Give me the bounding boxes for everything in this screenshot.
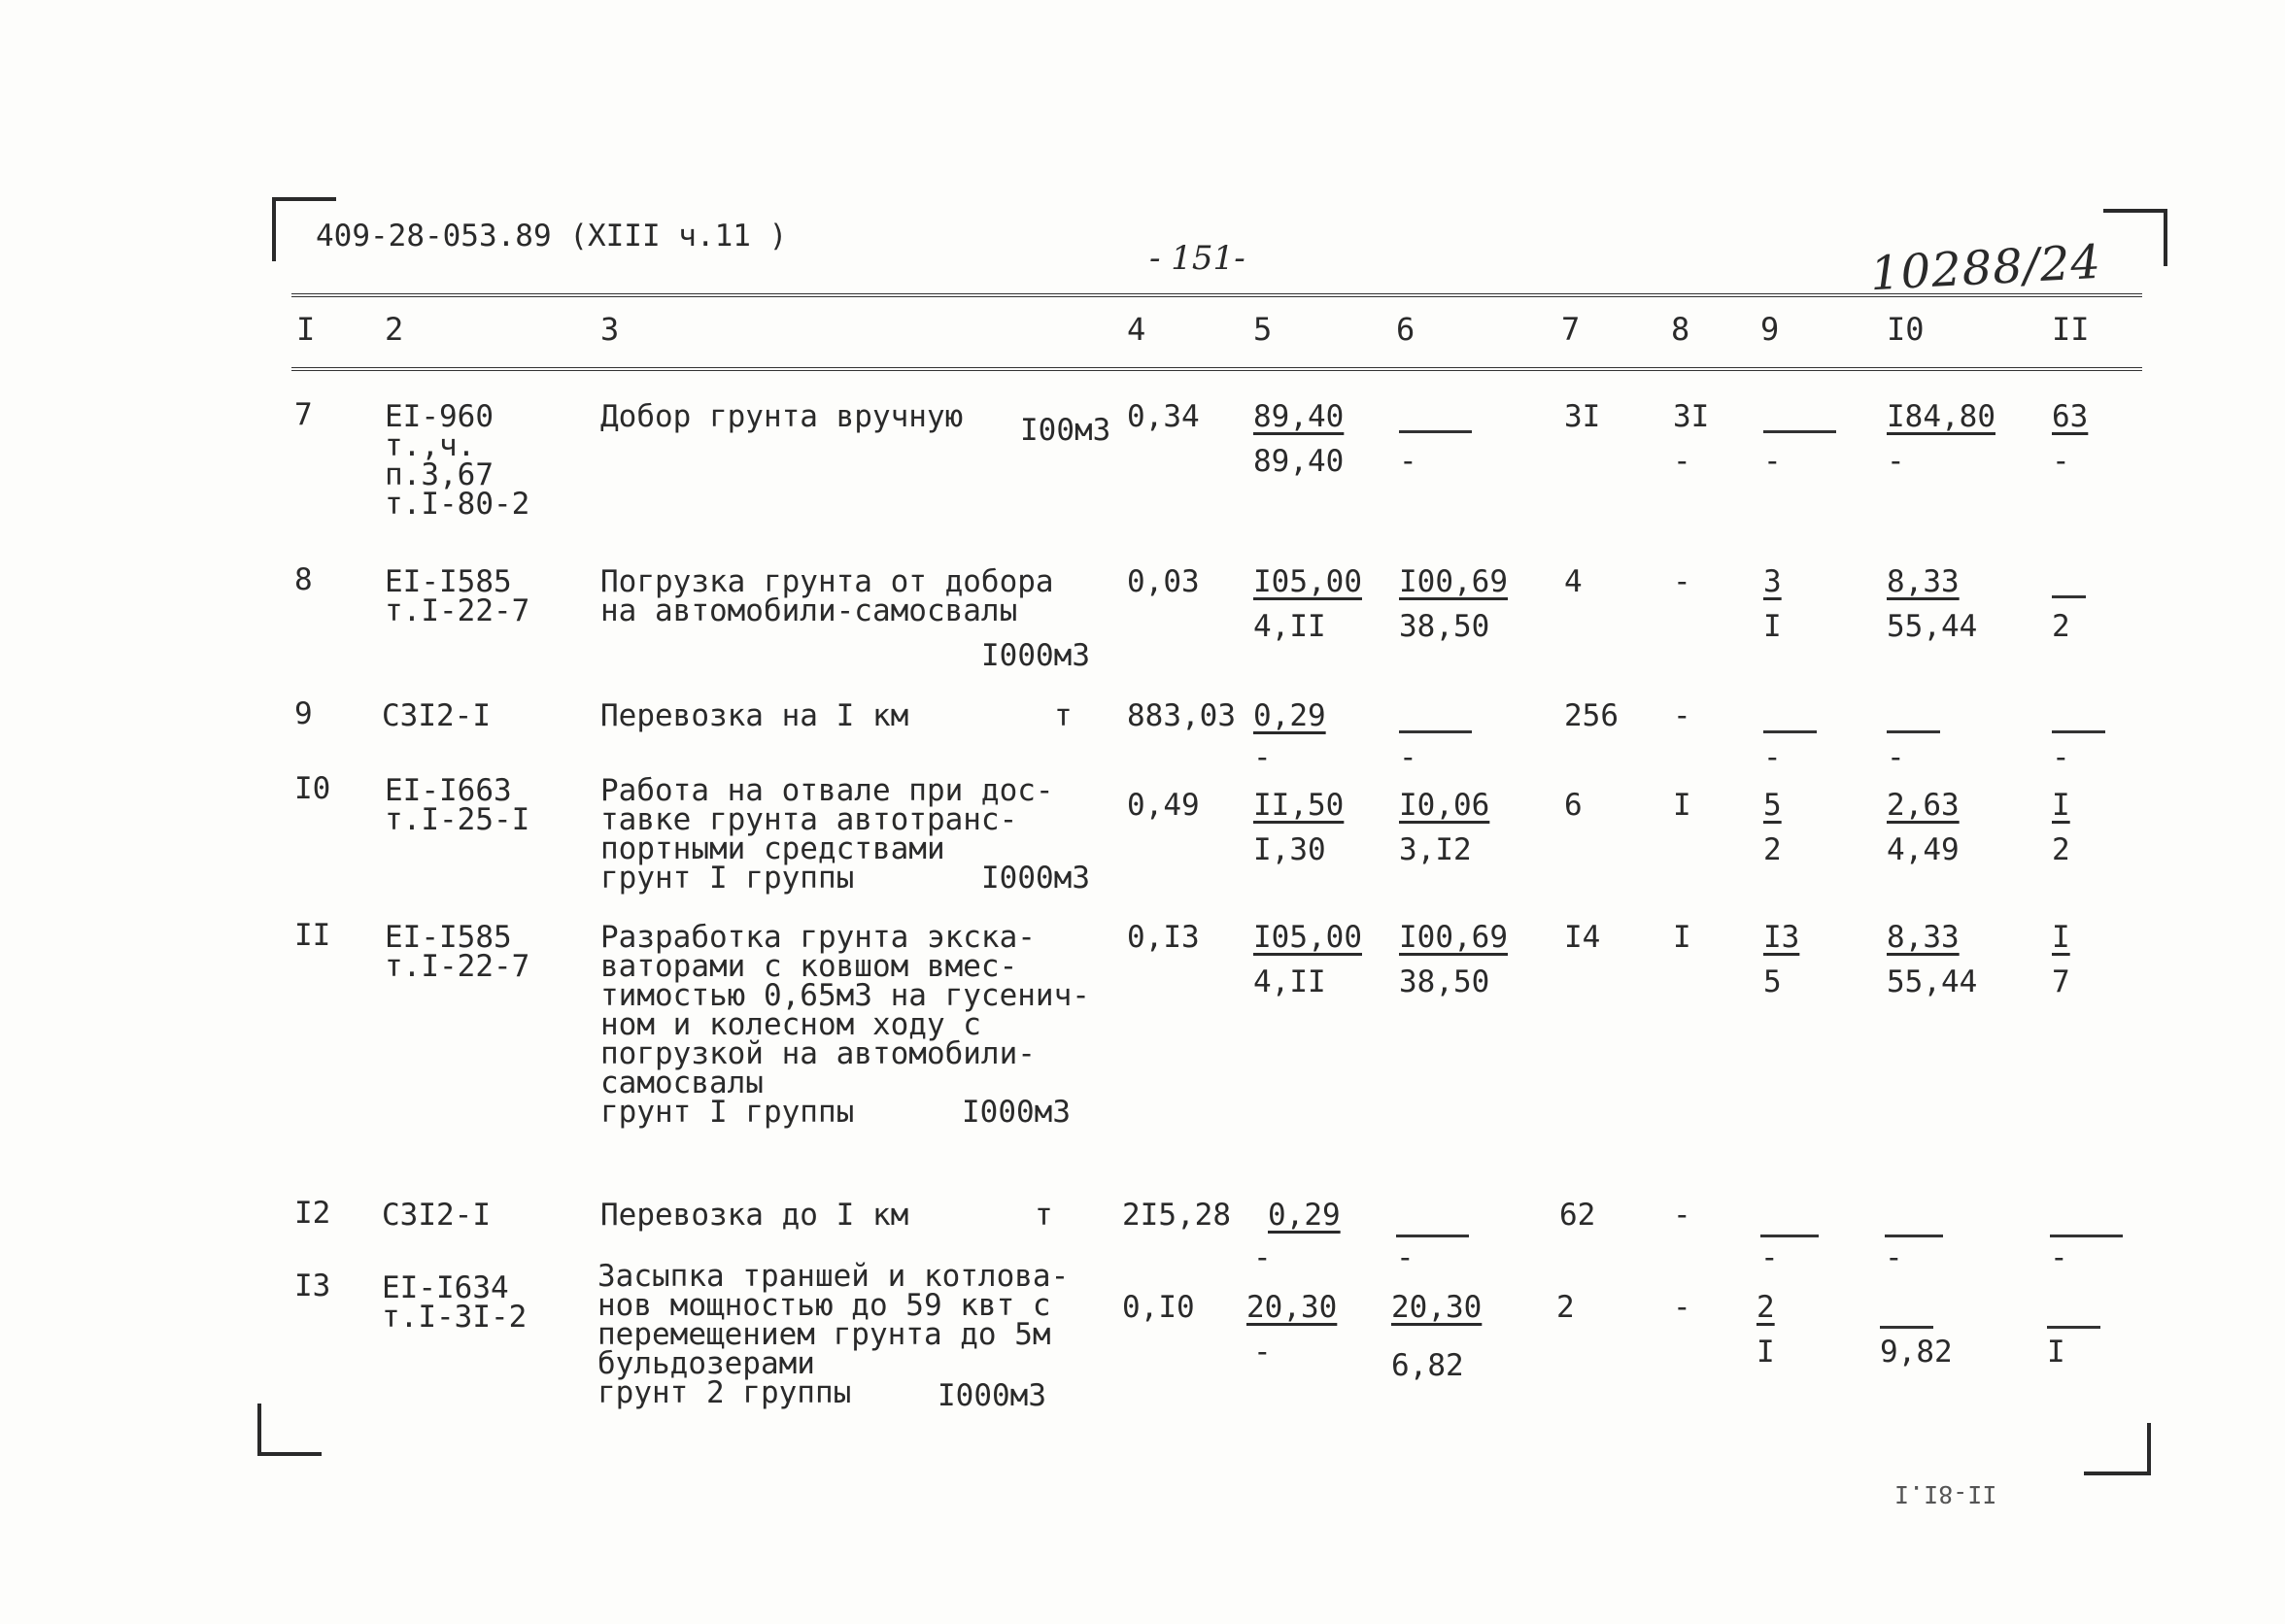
row-9-col6-rule [1399,730,1472,733]
row-8-col11-rule [2052,595,2086,598]
row-9-col6-bot: - [1399,740,1417,775]
row-11-qty: 0,I3 [1127,920,1200,955]
row-13-col10-rule [1880,1326,1933,1329]
row-11-col8-top: I [1673,920,1691,955]
row-12-col10-rule [1885,1235,1943,1237]
col-header-7: 7 [1561,311,1581,348]
row-8-col5-bot: 4,II [1253,609,1326,644]
row-10-col10-bot: 4,49 [1887,832,1960,867]
row-13-col5-top: 20,30 [1246,1290,1338,1325]
row-13-col7: 2 [1556,1290,1575,1325]
col-header-5: 5 [1253,311,1273,348]
row-7-col5-bot: 89,40 [1253,444,1345,479]
row-13-qty: 0,I0 [1122,1290,1195,1325]
row-9-col7: 256 [1564,698,1619,733]
row-9-col10-bot: - [1887,740,1905,775]
row-7-col8-bot: - [1673,444,1691,479]
row-12-col9-bot: - [1760,1240,1779,1275]
row-13-code: EI-I634 т.I-3I-2 [382,1270,528,1335]
corner-bracket-top-right [2103,209,2167,266]
row-8-col6-bot: 38,50 [1399,609,1490,644]
row-7-num: 7 [294,397,313,432]
row-7-col9-rule [1763,430,1836,433]
row-11-col6-bot: 38,50 [1399,964,1490,999]
row-10-col9-top: 5 [1763,788,1782,823]
row-8-code: EI-I585 т.I-22-7 [385,564,530,628]
row-12-col5-top: 0,29 [1268,1198,1341,1233]
page-number: - 151- [1149,239,1245,278]
row-11-col9-top: I3 [1763,920,1800,955]
row-9-code: C3I2-I [382,698,491,733]
row-7-col5-top: 89,40 [1253,399,1345,434]
row-10-col6-bot: 3,I2 [1399,832,1472,867]
row-10-qty: 0,49 [1127,788,1200,823]
row-10-col7: 6 [1564,788,1583,823]
row-12-col6-bot: - [1396,1240,1415,1275]
row-8-col9-top: 3 [1763,564,1782,599]
row-8-col5-top: I05,00 [1253,564,1362,599]
row-10-col9-bot: 2 [1763,832,1782,867]
row-7-col10-bot: - [1887,444,1905,479]
row-11-col9-bot: 5 [1763,964,1782,999]
row-7-col7: 3I [1564,399,1601,434]
col-header-2: 2 [385,311,404,348]
row-11-col11-bot: 7 [2052,964,2070,999]
footer-code: II-8I.I [1894,1480,1997,1508]
row-13-col10-bot: 9,82 [1880,1335,1953,1370]
row-9-desc: Перевозка на I км [600,698,909,733]
row-13-desc: Засыпка траншей и котлова- нов мощностью до 59 квт с перемещением грунта до 5м бульдозерами грунт 2 группы [597,1259,1070,1410]
row-11-col6-top: I00,69 [1399,920,1508,955]
row-10-col5-top: II,50 [1253,788,1345,823]
row-8-col9-bot: I [1763,609,1782,644]
col-header-10: I0 [1887,311,1925,348]
row-8-col10-bot: 55,44 [1887,609,1978,644]
document-code: 409-28-053.89 (XIII ч.11 ) [316,219,788,254]
row-11-col11-top: I [2052,920,2070,955]
header-top-rule [291,293,2142,297]
row-7-code: EI-960 т.,ч. п.3,67 т.I-80-2 [385,399,530,522]
row-10-col10-top: 2,63 [1887,788,1960,823]
row-7-col8-top: 3I [1673,399,1710,434]
row-10-unit: I000м3 [981,861,1090,896]
col-header-3: 3 [600,311,620,348]
row-9-unit: т [1054,698,1073,733]
row-12-num: I2 [294,1196,331,1231]
row-7-col6-rule [1399,430,1472,433]
row-10-col11-bot: 2 [2052,832,2070,867]
row-7-col6-bot: - [1399,444,1417,479]
col-header-1: I [296,311,316,348]
row-8-col8-top: - [1673,564,1691,599]
corner-bracket-bottom-left [257,1404,322,1456]
col-header-4: 4 [1127,311,1146,348]
col-header-9: 9 [1760,311,1780,348]
row-9-num: 9 [294,696,313,731]
row-12-col7: 62 [1559,1198,1596,1233]
row-13-num: I3 [294,1269,331,1303]
row-13-col11-rule [2047,1326,2100,1329]
row-10-col8-top: I [1673,788,1691,823]
row-12-unit: т [1035,1198,1053,1233]
row-11-col5-bot: 4,II [1253,964,1326,999]
row-9-col9-rule [1763,730,1817,733]
col-header-11: II [2052,311,2090,348]
row-12-col6-rule [1396,1235,1469,1237]
handwritten-number: 10288/24 [1868,234,2103,302]
row-12-col9-rule [1760,1235,1819,1237]
row-10-num: I0 [294,771,331,806]
row-12-col10-bot: - [1885,1240,1903,1275]
row-8-num: 8 [294,562,313,597]
row-7-col9-bot: - [1763,444,1782,479]
row-7-col11-bot: - [2052,444,2070,479]
row-8-desc: Погрузка грунта от добора на автомобили-самосвалы [600,564,1054,628]
row-11-col5-top: I05,00 [1253,920,1362,955]
row-9-qty: 883,03 [1127,698,1236,733]
row-13-col9-bot: I [1756,1335,1775,1370]
row-12-col11-bot: - [2050,1240,2068,1275]
row-7-desc: Добор грунта вручную [600,399,964,434]
row-12-qty: 2I5,28 [1122,1198,1231,1233]
row-8-unit: I000м3 [981,638,1090,673]
row-7-unit: I00м3 [1020,413,1111,448]
row-9-col9-bot: - [1763,740,1782,775]
row-9-col11-rule [2052,730,2105,733]
row-11-code: EI-I585 т.I-22-7 [385,920,530,984]
row-9-col5-bot: - [1253,740,1272,775]
corner-bracket-bottom-right [2084,1423,2151,1475]
row-13-col5-bot: - [1253,1335,1272,1370]
row-11-desc: Разработка грунта экска- ваторами с ковшом вмес- тимостью 0,65м3 на гусенич- ном и колесном ходу с погрузкой на автомобили- самосвалы грунт I группы [600,920,1090,1130]
row-11-num: II [294,918,331,953]
row-13-col11-bot: I [2047,1335,2065,1370]
row-8-qty: 0,03 [1127,564,1200,599]
row-9-col10-rule [1887,730,1940,733]
row-9-col5-top: 0,29 [1253,698,1326,733]
row-13-col9-top: 2 [1756,1290,1775,1325]
row-12-col5-bot: - [1253,1240,1272,1275]
col-header-6: 6 [1396,311,1415,348]
row-7-col11-top: 63 [2052,399,2089,434]
row-12-desc: Перевозка до I км [600,1198,909,1233]
row-10-code: EI-I663 т.I-25-I [385,773,530,837]
row-13-col8-top: - [1673,1290,1691,1325]
row-12-col8-top: - [1673,1198,1691,1233]
row-10-col5-bot: I,30 [1253,832,1326,867]
row-13-col6-top: 20,30 [1391,1290,1483,1325]
row-9-col11-bot: - [2052,740,2070,775]
row-13-col6-bot: 6,82 [1391,1348,1464,1383]
row-13-unit: I000м3 [938,1378,1046,1413]
row-11-col10-bot: 55,44 [1887,964,1978,999]
row-8-col6-top: I00,69 [1399,564,1508,599]
header-bottom-rule [291,367,2142,371]
row-10-col11-top: I [2052,788,2070,823]
row-8-col11-bot: 2 [2052,609,2070,644]
row-12-col11-rule [2050,1235,2123,1237]
row-10-col6-top: I0,06 [1399,788,1490,823]
row-7-qty: 0,34 [1127,399,1200,434]
row-11-col7: I4 [1564,920,1601,955]
row-7-col10-top: I84,80 [1887,399,1995,434]
row-10-desc: Работа на отвале при дос- тавке грунта автотранс- портными средствами грунт I группы [600,773,1054,896]
col-header-8: 8 [1671,311,1690,348]
row-11-unit: I000м3 [962,1095,1071,1130]
row-8-col7: 4 [1564,564,1583,599]
row-12-code: C3I2-I [382,1198,491,1233]
row-8-col10-top: 8,33 [1887,564,1960,599]
row-11-col10-top: 8,33 [1887,920,1960,955]
row-9-col8-top: - [1673,698,1691,733]
